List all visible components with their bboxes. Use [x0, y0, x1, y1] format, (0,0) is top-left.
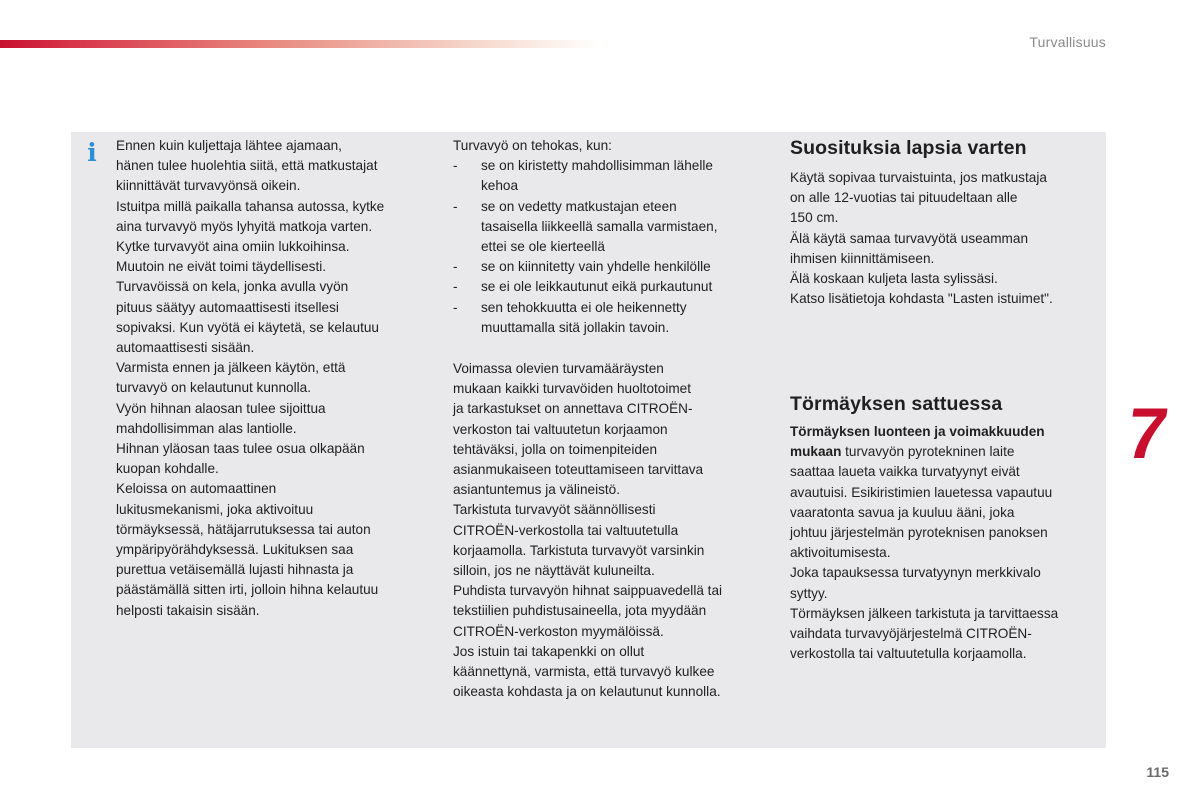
condition-line: - sen tehokkuutta ei ole heikennetty — [481, 299, 687, 315]
text-line: Kytke turvavyöt aina omiin lukkoihinsa. — [116, 239, 350, 255]
condition-line: - se on kiristetty mahdollisimman lähelle — [481, 158, 713, 174]
text-line: helposti takaisin sisään. — [116, 602, 260, 618]
page-number: 115 — [1146, 764, 1169, 780]
collision-text — [790, 462, 1108, 664]
condition-item — [453, 156, 765, 196]
collision-first-rest: turvavyön pyrotekninen laite — [841, 444, 1015, 460]
collision-bold-line — [790, 422, 1108, 442]
text-line: tehtäväksi, jolla on toimenpiteiden — [453, 441, 658, 457]
text-line: syttyy. — [790, 585, 828, 601]
text-line: 150 cm. — [790, 210, 839, 226]
paragraph-spacer — [453, 338, 765, 359]
header-accent-bar — [0, 40, 600, 48]
collision-section — [790, 392, 1108, 664]
text-line: aina turvavyö myös lyhyitä matkoja varten. — [116, 218, 373, 234]
text-line: automaattisesti sisään. — [116, 340, 255, 356]
text-line: Törmäyksen jälkeen tarkistuta ja tarvittaessa — [790, 605, 1059, 621]
text-line: ja tarkastukset on annettava CITROËN- — [453, 401, 693, 417]
text-line: Muutoin ne eivät toimi täydellisesti. — [116, 259, 327, 275]
text-line: Turvavöissä on kela, jonka avulla vyön — [116, 279, 349, 295]
text-line: sopivaksi. Kun vyötä ei käytetä, se kelautuu — [116, 319, 379, 335]
text-line: mukaan kaikki turvavöiden huoltotoimet — [453, 381, 692, 397]
text-line: Ennen kuin kuljettaja lähtee ajamaan, — [116, 138, 342, 153]
text-line: Joka tapauksessa turvatyynyn merkkivalo — [790, 565, 1041, 581]
collision-bold-text-1: Törmäyksen luonteen ja voimakkuuden — [790, 424, 1045, 439]
text-line: Varmista ennen ja jälkeen käytön, että — [116, 360, 346, 376]
section-title: Turvallisuus — [1029, 34, 1106, 50]
info-icon: i — [87, 138, 97, 167]
text-line: Vyön hihnan alaosan tulee sijoittua — [116, 400, 326, 416]
text-line: oikeasta kohdasta ja on kelautunut kunnolla. — [453, 684, 721, 700]
text-line: verkoston tai valtuutetun korjaamon — [453, 421, 668, 437]
condition-item — [453, 277, 765, 297]
text-line: Puhdista turvavyön hihnat saippuavedellä tai — [453, 583, 723, 599]
middle-column — [453, 136, 765, 702]
text-line: hänen tulee huolehtia siitä, että matkustajat — [116, 158, 378, 174]
text-line: vaaratonta savua ja kuuluu ääni, joka — [790, 504, 1015, 520]
children-section — [790, 136, 1100, 309]
text-line: on alle 12-vuotias tai pituudeltaan alle — [790, 190, 1018, 206]
text-line: päästämällä sitten irti, jolloin hihna kelautuu — [116, 582, 379, 598]
text-line: ihmisen kiinnittämiseen. — [790, 250, 935, 266]
text-line: Keloissa on automaattinen — [116, 481, 277, 497]
text-line: silloin, jos ne näyttävät kuluneilta. — [453, 563, 655, 579]
text-line: korjaamolla. Tarkistuta turvavyöt varsinkin — [453, 542, 705, 558]
collision-bold-text-2: mukaan — [790, 444, 842, 460]
text-line: saattaa laueta vaikka turvatyynyt eivät — [790, 464, 1020, 480]
condition-item — [453, 197, 765, 258]
text-line: Käytä sopivaa turvaistuinta, jos matkustaja — [790, 170, 1047, 185]
text-line: verkostolla tai valtuutetulla korjaamolla. — [790, 646, 1027, 662]
text-line: käännettynä, varmista, että turvavyö kulkee — [453, 664, 715, 680]
text-line: Älä käytä samaa turvavyötä useamman — [790, 230, 1029, 246]
text-line: Tarkistuta turvavyöt säännöllisesti — [453, 502, 656, 518]
text-line: CITROËN-verkoston myymälöissä. — [453, 623, 664, 639]
children-heading: Suosituksia lapsia varten — [790, 137, 1027, 159]
text-line: asianmukaiseen toteuttamiseen tarvittava — [453, 462, 704, 478]
text-line: Jos istuin tai takapenkki on ollut — [453, 643, 645, 659]
text-line: ympäripyörähdyksessä. Lukituksen saa — [116, 542, 354, 558]
condition-line: - se on vedetty matkustajan eteen — [481, 198, 677, 214]
text-line: vaihdata turvavyöjärjestelmä CITROËN- — [790, 626, 1032, 642]
maintenance-text — [453, 359, 765, 702]
text-line: kiinnittävät turvavyönsä oikein. — [116, 178, 301, 194]
text-line: Voimassa olevien turvamääräysten — [453, 361, 664, 377]
text-line: pituus säätyy automaattisesti itsellesi — [116, 299, 339, 315]
text-line: Hihnan yläosan taas tulee osua olkapään — [116, 441, 365, 457]
condition-item — [453, 298, 765, 338]
children-text — [790, 168, 1100, 309]
text-line: aktivoitumisesta. — [790, 545, 891, 561]
text-line: CITROËN-verkostolla tai valtuutetulla — [453, 522, 679, 538]
condition-line: - se ei ole leikkautunut eikä purkautunut — [481, 279, 713, 295]
text-line: Istuitpa millä paikalla tahansa autossa, kytke — [116, 198, 385, 214]
text-line: avautuisi. Esikiristimien lauetessa vapautuu — [790, 484, 1053, 500]
condition-line: ettei se ole kierteellä — [481, 239, 605, 255]
effectiveness-conditions-list — [453, 156, 765, 338]
text-line: johtuu järjestelmän pyroteknisen panoksen — [790, 525, 1048, 541]
chapter-number: 7 — [1121, 394, 1173, 474]
text-line: turvavyö on kelautunut kunnolla. — [116, 380, 311, 396]
text-line: kuopan kohdalle. — [116, 461, 219, 477]
text-line: mahdollisimman alas lantiolle. — [116, 420, 297, 436]
collision-heading: Törmäyksen sattuessa — [790, 393, 1003, 415]
text-line: purettua vetäisemällä lujasti hihnasta ja — [116, 562, 354, 578]
condition-line: tasaisella liikkeellä samalla varmistaen, — [481, 218, 718, 234]
condition-line: kehoa — [481, 178, 519, 194]
condition-line: - se on kiinnitetty vain yhdelle henkilölle — [481, 259, 711, 275]
text-line: Älä koskaan kuljeta lasta sylissäsi. — [790, 271, 998, 287]
condition-item — [453, 257, 765, 277]
text-line: Katso lisätietoja kohdasta "Lasten istuimet". — [790, 291, 1053, 307]
collision-first-line — [790, 442, 1108, 462]
text-line: tekstiilien puhdistusaineella, jota myydään — [453, 603, 707, 619]
text-line: lukitusmekanismi, joka aktivoituu — [116, 501, 314, 517]
effectiveness-intro: Turvavyö on tehokas, kun: — [453, 138, 612, 153]
text-line: asiantuntemus ja välineistö. — [453, 482, 620, 498]
left-column — [116, 136, 428, 621]
condition-line: muuttamalla sitä jollakin tavoin. — [481, 319, 670, 335]
text-line: törmäyksessä, hätäjarrutuksessa tai auton — [116, 521, 371, 537]
